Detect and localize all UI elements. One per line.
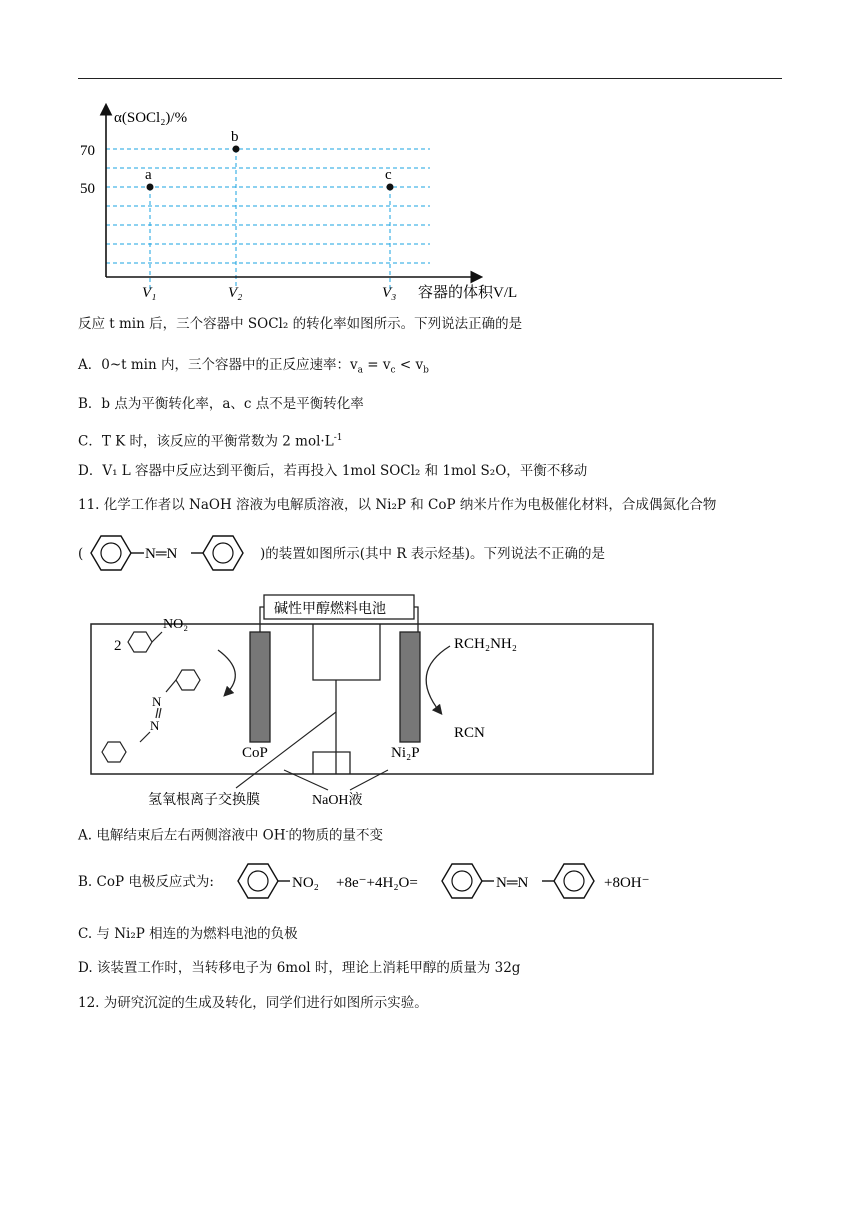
chart-droplines <box>150 149 390 290</box>
ni2p-electrode <box>400 632 420 742</box>
azobenzene-structure <box>84 530 260 576</box>
q11-option-c: C. 与 Ni₂P 相连的为燃料电池的负极 <box>78 926 298 942</box>
x-axis-label: 容器的体积V/L <box>418 285 518 301</box>
point-label-a: a <box>145 167 152 183</box>
q12-stem: 12. 为研究沉淀的生成及转化，同学们进行如图所示实验。 <box>78 995 428 1011</box>
sup-minus-one: -1 <box>333 433 343 443</box>
eq-v-c: = v <box>362 357 391 373</box>
left-coef: 2 <box>114 638 122 654</box>
q11-stem-open: ( <box>78 546 84 562</box>
svg-text:N: N <box>150 718 160 733</box>
option-b-no2: NO₂ <box>292 875 319 891</box>
conversion-chart <box>70 100 570 305</box>
xtick-v3: V₃ <box>382 285 397 301</box>
right-reactant: RCH₂NH₂ <box>454 636 517 652</box>
q10-option-c <box>78 429 342 451</box>
q11-option-a-tail: 的物质的量不变 <box>288 827 384 844</box>
sub-b: b <box>423 365 429 376</box>
chart-gridlines <box>106 149 430 263</box>
point-a <box>147 184 154 191</box>
left-no2-label: NO₂ <box>163 617 189 632</box>
electrolysis-diagram <box>88 592 658 810</box>
xtick-v1: V₁ <box>142 285 157 301</box>
lt-v-b: < v <box>395 357 424 373</box>
q11-option-b-label: B. CoP 电极反应式为: <box>78 874 214 890</box>
option-b-azo-label: N═N <box>496 875 529 891</box>
right-product: RCN <box>454 725 485 741</box>
electrolytic-cell <box>91 624 653 774</box>
q10-option-c-text: C．T K 时，该反应的平衡常数为 2 mol·L <box>78 433 334 450</box>
svg-text:N: N <box>152 694 162 709</box>
header-rule <box>78 78 782 79</box>
sub-c: c <box>390 365 396 376</box>
ytick-70: 70 <box>80 143 95 159</box>
q10-stem: 反应 t min 后，三个容器中 SOCl₂ 的转化率如图所示。下列说法正确的是 <box>78 316 523 332</box>
xtick-v2: V₂ <box>228 285 243 301</box>
membrane-label: 氢氧根离子交换膜 <box>148 793 260 808</box>
cop-electrode <box>250 632 270 742</box>
azo-bond-label: N═N <box>145 546 178 562</box>
sub-a: a <box>357 365 363 376</box>
point-label-c: c <box>385 167 392 183</box>
q11-stem-tail: )的装置如图所示(其中 R 表示烃基)。下列说法不正确的是 <box>260 546 606 562</box>
q10-option-a-text: A．0~t min 内，三个容器中的正反应速率：v <box>78 357 358 373</box>
battery-label: 碱性甲醇燃料电池 <box>274 602 386 617</box>
q11-option-a <box>78 823 383 845</box>
q11-stem: 11. 化学工作者以 NaOH 溶液为电解质溶液，以 Ni₂P 和 CoP 纳米片作为电极催化材料，合成偶氮化合物 <box>78 497 717 513</box>
q11-option-d: D. 该装置工作时，当转移电子为 6mol 时，理论上消耗甲醇的质量为 32g <box>78 960 521 976</box>
q11-option-a-text: A. 电解结束后左右两侧溶液中 OH <box>78 827 286 844</box>
q10-option-b: B．b 点为平衡转化率，a、c 点不是平衡转化率 <box>78 396 364 412</box>
ytick-50: 50 <box>80 181 95 197</box>
y-axis-label: α(SOCl₂)/% <box>114 110 188 126</box>
ni2p-label: Ni₂P <box>391 745 420 761</box>
option-b-mid: +8e⁻+4H₂O= <box>336 875 418 891</box>
solution-label: NaOH液 <box>312 793 363 808</box>
q10-option-a <box>78 356 429 380</box>
option-b-end: +8OH⁻ <box>604 875 650 891</box>
point-c <box>387 184 394 191</box>
q10-option-d: D．V₁ L 容器中反应达到平衡后，若再投入 1mol SOCl₂ 和 1mol S₂O，平衡不移动 <box>78 463 588 479</box>
option-b-equation <box>232 858 672 904</box>
point-b <box>233 146 240 153</box>
sup-minus: - <box>285 827 289 837</box>
cop-label: CoP <box>242 745 268 761</box>
point-label-b: b <box>231 129 239 145</box>
